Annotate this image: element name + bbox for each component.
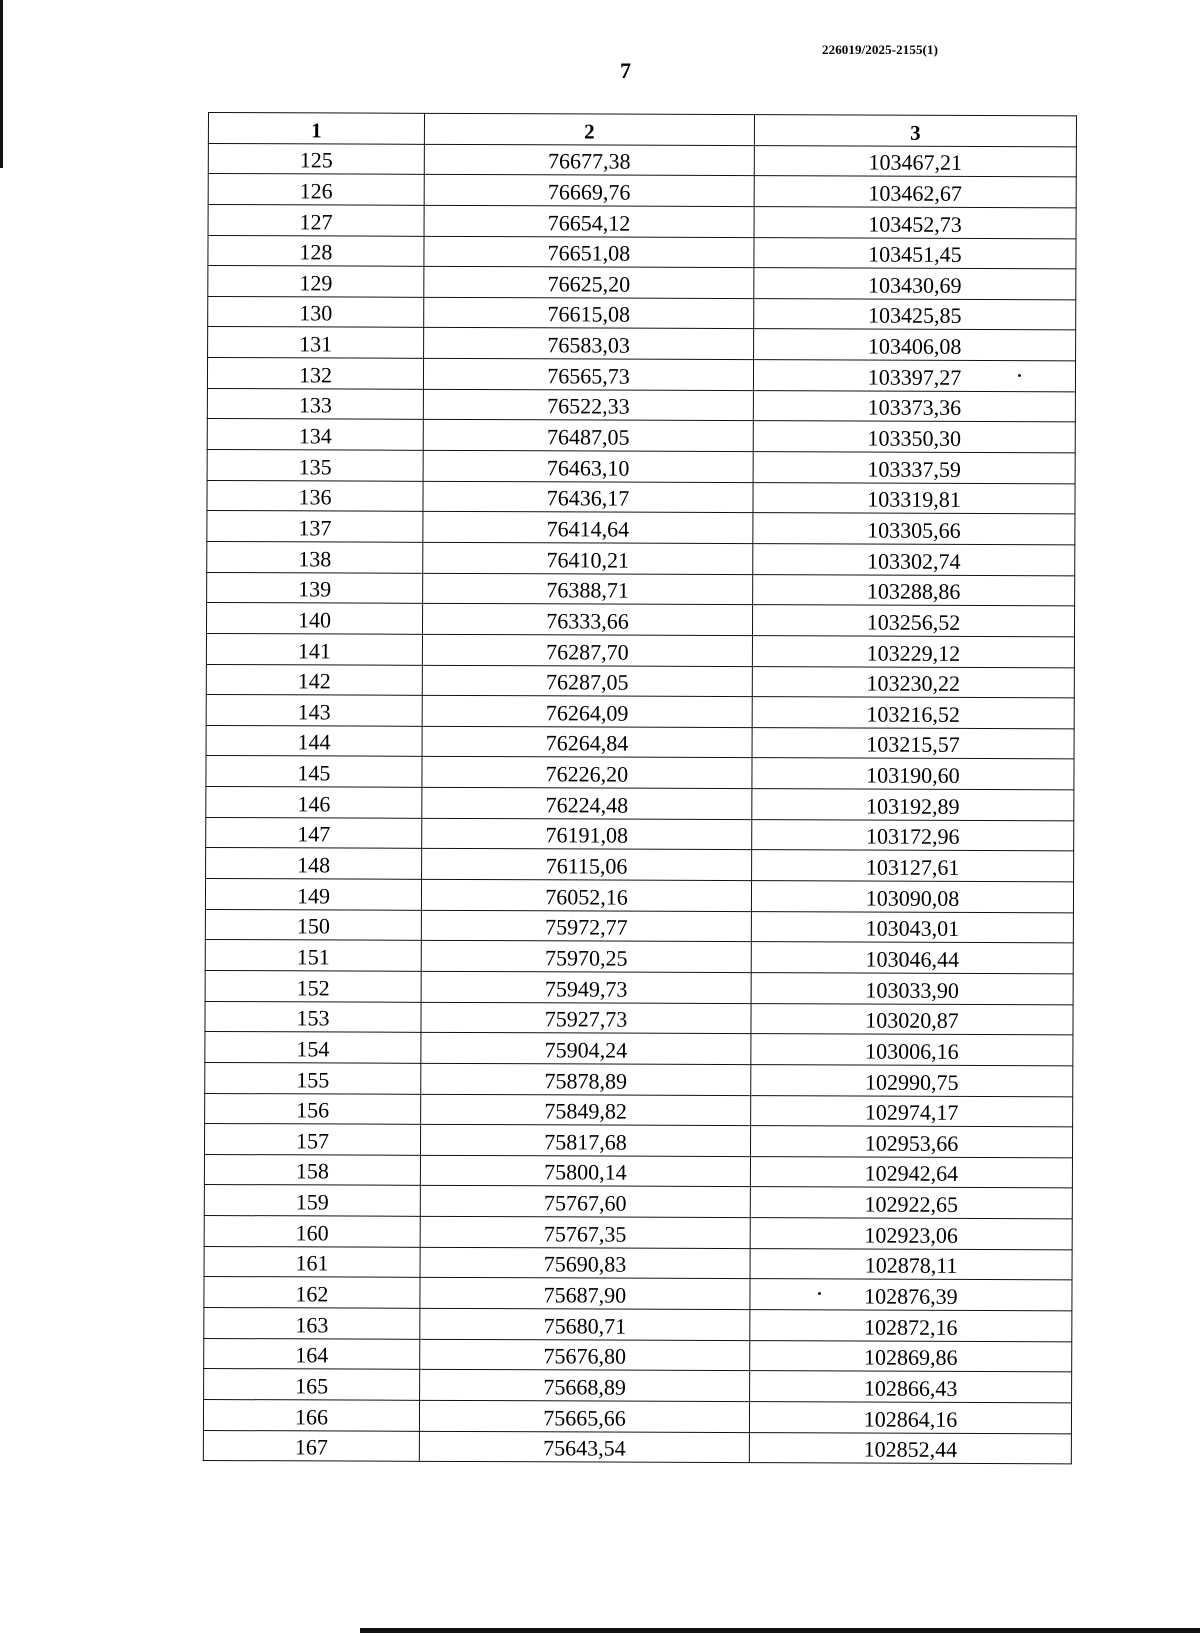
table-row: [206, 756, 1074, 790]
table-row: [205, 1093, 1073, 1127]
coordinate-x-cell: 76625,20: [424, 267, 754, 299]
point-number-cell: 125: [208, 143, 424, 174]
coordinate-x-cell: 76052,16: [421, 879, 751, 911]
coordinate-y-cell: 102990,75: [751, 1064, 1073, 1096]
point-number-cell: 159: [204, 1185, 420, 1216]
coordinate-y-cell: 103230,22: [752, 666, 1074, 698]
point-number-cell: 164: [204, 1338, 420, 1369]
coordinate-x-cell: 75690,83: [420, 1247, 750, 1279]
coordinate-y-cell: 103256,52: [752, 605, 1074, 637]
coordinate-x-cell: 76388,71: [423, 573, 753, 605]
coordinate-x-cell: 76463,10: [423, 450, 753, 482]
point-number-cell: 146: [206, 787, 422, 818]
coordinate-x-cell: 75668,89: [420, 1370, 750, 1402]
table-row: [206, 725, 1074, 759]
coordinate-x-cell: 76414,64: [423, 512, 753, 544]
coordinate-y-cell: 102876,39: [750, 1279, 1072, 1311]
coordinate-x-cell: 76651,08: [424, 236, 754, 268]
coordinate-x-cell: 76487,05: [423, 420, 753, 452]
table-row: [204, 1246, 1072, 1280]
coordinate-y-cell: 103451,45: [754, 237, 1076, 269]
table-row: [208, 327, 1076, 361]
point-number-cell: 152: [205, 970, 421, 1001]
point-number-cell: 136: [207, 480, 423, 511]
coordinate-x-cell: 76522,33: [423, 389, 753, 421]
coordinate-x-cell: 76115,06: [422, 849, 752, 881]
coordinate-y-cell: 103229,12: [752, 635, 1074, 667]
table-row: [207, 358, 1075, 392]
table-row: [207, 450, 1075, 484]
coordinate-x-cell: 76565,73: [423, 358, 753, 390]
coordinate-y-cell: 103172,96: [752, 819, 1074, 851]
table-row: [206, 664, 1074, 698]
table-row: [203, 1430, 1071, 1464]
coordinates-table: [203, 112, 1077, 1465]
point-number-cell: 151: [205, 940, 421, 971]
table-row: [205, 940, 1073, 974]
coordinate-y-cell: 102864,16: [749, 1401, 1071, 1433]
point-number-cell: 166: [203, 1399, 419, 1430]
point-number-cell: 133: [207, 388, 423, 419]
coordinate-x-cell: 76677,38: [424, 144, 754, 176]
page-number: 7: [620, 58, 631, 83]
table-row: [207, 511, 1075, 545]
coordinate-x-cell: 75687,90: [420, 1278, 750, 1310]
coordinate-x-cell: 76410,21: [423, 542, 753, 574]
coordinate-y-cell: 103319,81: [753, 482, 1075, 514]
table-body: [203, 143, 1076, 1464]
coordinate-y-cell: 103127,61: [752, 850, 1074, 882]
point-number-cell: 157: [204, 1124, 420, 1155]
coordinate-x-cell: 75878,89: [421, 1063, 751, 1095]
table-row: [205, 1032, 1073, 1066]
point-number-cell: 144: [206, 725, 422, 756]
coordinate-x-cell: 75904,24: [421, 1033, 751, 1065]
point-number-cell: 135: [207, 450, 423, 481]
table-row: [204, 1369, 1072, 1403]
table-row: [206, 633, 1074, 667]
coordinate-y-cell: 103462,67: [754, 176, 1076, 208]
coordinate-x-cell: 75643,54: [419, 1431, 749, 1463]
coordinate-y-cell: 103020,87: [751, 1003, 1073, 1035]
table-row: [208, 143, 1076, 177]
coordinate-x-cell: 75972,77: [421, 910, 751, 942]
point-number-cell: 149: [205, 879, 421, 910]
coordinate-y-cell: 103215,57: [752, 727, 1074, 759]
table-row: [208, 235, 1076, 269]
point-number-cell: 127: [208, 204, 424, 235]
coordinate-y-cell: 102922,65: [750, 1187, 1072, 1219]
table-row: [208, 266, 1076, 300]
point-number-cell: 143: [206, 695, 422, 726]
table-row: [204, 1216, 1072, 1250]
point-number-cell: 134: [207, 419, 423, 450]
coordinate-y-cell: 102852,44: [749, 1432, 1071, 1464]
point-number-cell: 138: [207, 541, 423, 572]
table-row: [207, 419, 1075, 453]
table-row: [204, 1185, 1072, 1219]
table-row: [205, 909, 1073, 943]
coordinate-x-cell: 75949,73: [421, 971, 751, 1003]
table-row: [208, 204, 1076, 238]
coordinate-x-cell: 75665,66: [419, 1400, 749, 1432]
point-number-cell: 148: [206, 848, 422, 879]
coordinate-x-cell: 76287,70: [422, 634, 752, 666]
coordinate-x-cell: 75676,80: [420, 1339, 750, 1371]
point-number-cell: 129: [208, 266, 424, 297]
coordinate-y-cell: 103406,08: [754, 329, 1076, 361]
point-number-cell: 128: [208, 235, 424, 266]
coordinate-x-cell: 75767,35: [420, 1216, 750, 1248]
coordinate-x-cell: 75680,71: [420, 1308, 750, 1340]
coordinate-x-cell: 76264,84: [422, 726, 752, 758]
coordinate-y-cell: 103430,69: [754, 268, 1076, 300]
point-number-cell: 165: [204, 1369, 420, 1400]
coordinate-y-cell: 102878,11: [750, 1248, 1072, 1280]
coordinate-y-cell: 102923,06: [750, 1218, 1072, 1250]
column-header-3: 3: [754, 115, 1076, 147]
table-row: [206, 848, 1074, 882]
table-header-row: [208, 113, 1076, 147]
coordinate-x-cell: 75817,68: [420, 1124, 750, 1156]
point-number-cell: 147: [206, 817, 422, 848]
coordinate-y-cell: 102866,43: [750, 1371, 1072, 1403]
point-number-cell: 130: [208, 296, 424, 327]
coordinate-y-cell: 102942,64: [750, 1156, 1072, 1188]
point-number-cell: 163: [204, 1307, 420, 1338]
table-row: [204, 1338, 1072, 1372]
coordinate-y-cell: 103302,74: [753, 544, 1075, 576]
coordinate-x-cell: 75849,82: [421, 1094, 751, 1126]
point-number-cell: 167: [203, 1430, 419, 1461]
table-row: [205, 879, 1073, 913]
coordinate-y-cell: 103337,59: [753, 452, 1075, 484]
point-number-cell: 158: [204, 1154, 420, 1185]
coordinate-y-cell: 103033,90: [751, 973, 1073, 1005]
point-number-cell: 142: [206, 664, 422, 695]
coordinate-x-cell: 76287,05: [422, 665, 752, 697]
point-number-cell: 137: [207, 511, 423, 542]
point-number-cell: 155: [205, 1062, 421, 1093]
coordinate-y-cell: 102869,86: [750, 1340, 1072, 1372]
coordinate-y-cell: 103452,73: [754, 207, 1076, 239]
coordinate-x-cell: 75927,73: [421, 1002, 751, 1034]
coordinate-x-cell: 76436,17: [423, 481, 753, 513]
scan-edge-mark: [0, 0, 3, 168]
coordinate-x-cell: 75800,14: [420, 1155, 750, 1187]
column-header-2: 2: [424, 113, 754, 145]
coordinate-y-cell: 103350,30: [753, 421, 1075, 453]
column-header-1: 1: [208, 113, 424, 144]
coordinate-x-cell: 76615,08: [424, 297, 754, 329]
point-number-cell: 153: [205, 1001, 421, 1032]
table-row: [207, 480, 1075, 514]
coordinate-y-cell: 103043,01: [751, 911, 1073, 943]
coordinate-x-cell: 75767,60: [420, 1186, 750, 1218]
table-row: [204, 1154, 1072, 1188]
point-number-cell: 126: [208, 174, 424, 205]
point-number-cell: 161: [204, 1246, 420, 1277]
table-row: [206, 817, 1074, 851]
scan-speck: [1018, 374, 1021, 377]
coordinate-y-cell: 103006,16: [751, 1034, 1073, 1066]
coordinate-y-cell: 103090,08: [751, 881, 1073, 913]
table-row: [207, 388, 1075, 422]
coordinate-x-cell: 76583,03: [424, 328, 754, 360]
coordinate-x-cell: 76669,76: [424, 175, 754, 207]
point-number-cell: 150: [205, 909, 421, 940]
coordinate-x-cell: 76654,12: [424, 205, 754, 237]
point-number-cell: 131: [208, 327, 424, 358]
table-row: [205, 970, 1073, 1004]
document-number: 226019/2025-2155(1): [822, 42, 938, 57]
table-row: [203, 1399, 1071, 1433]
point-number-cell: 154: [205, 1032, 421, 1063]
coordinate-y-cell: 102953,66: [750, 1126, 1072, 1158]
table-row: [205, 1001, 1073, 1035]
table-row: [208, 174, 1076, 208]
table-row: [204, 1307, 1072, 1341]
bottom-scan-rule: [360, 1628, 1200, 1633]
point-number-cell: 132: [207, 358, 423, 389]
coordinate-x-cell: 75970,25: [421, 941, 751, 973]
coordinate-y-cell: 103397,27: [753, 360, 1075, 392]
table-row: [204, 1124, 1072, 1158]
coordinate-y-cell: 103425,85: [754, 298, 1076, 330]
coordinate-x-cell: 76226,20: [422, 757, 752, 789]
coordinate-y-cell: 103190,60: [752, 758, 1074, 790]
point-number-cell: 139: [207, 572, 423, 603]
table-row: [207, 541, 1075, 575]
coordinate-y-cell: 103216,52: [752, 697, 1074, 729]
point-number-cell: 160: [204, 1216, 420, 1247]
point-number-cell: 156: [205, 1093, 421, 1124]
coordinate-x-cell: 76264,09: [422, 695, 752, 727]
coordinate-y-cell: 103288,86: [753, 574, 1075, 606]
coordinate-y-cell: 103467,21: [754, 145, 1076, 177]
coordinate-x-cell: 76333,66: [422, 604, 752, 636]
coordinate-y-cell: 103046,44: [751, 942, 1073, 974]
table-row: [208, 296, 1076, 330]
table-row: [206, 603, 1074, 637]
coordinate-y-cell: 103373,36: [753, 390, 1075, 422]
point-number-cell: 162: [204, 1277, 420, 1308]
coordinate-y-cell: 102974,17: [751, 1095, 1073, 1127]
table-row: [205, 1062, 1073, 1096]
point-number-cell: 145: [206, 756, 422, 787]
table-row: [204, 1277, 1072, 1311]
table-row: [207, 572, 1075, 606]
table-row: [206, 695, 1074, 729]
coordinate-y-cell: 103305,66: [753, 513, 1075, 545]
coordinate-x-cell: 76224,48: [422, 787, 752, 819]
point-number-cell: 141: [206, 633, 422, 664]
point-number-cell: 140: [206, 603, 422, 634]
scan-speck: [818, 1292, 821, 1295]
coordinate-x-cell: 76191,08: [422, 818, 752, 850]
table-row: [206, 787, 1074, 821]
coordinate-y-cell: 102872,16: [750, 1310, 1072, 1342]
coordinate-y-cell: 103192,89: [752, 789, 1074, 821]
